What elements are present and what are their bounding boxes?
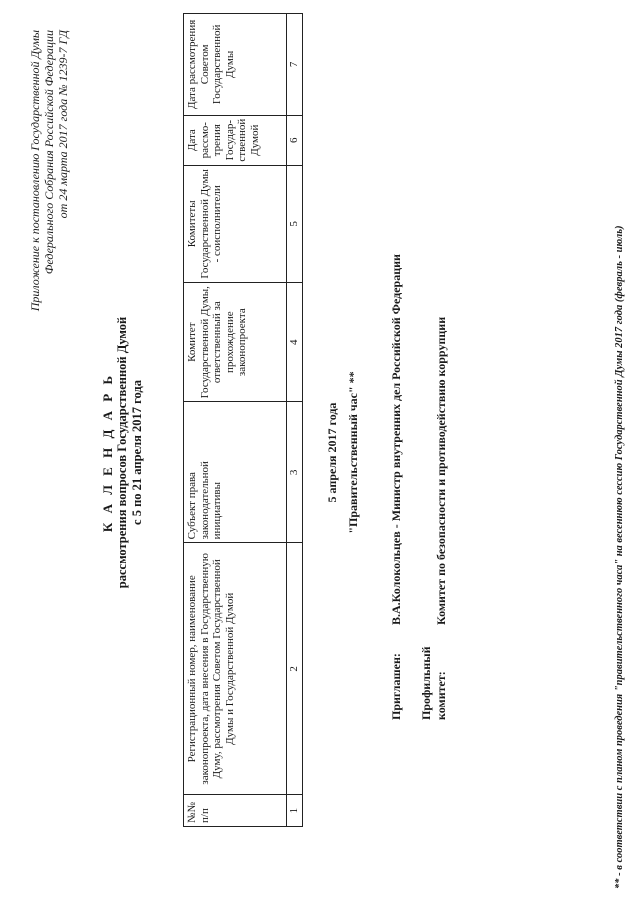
column-number: 5	[287, 165, 303, 282]
column-number: 6	[287, 115, 303, 165]
appendix-note	[28, 30, 70, 311]
column-number: 1	[287, 795, 303, 827]
title-subtitle-2: с 5 по 21 апреля 2017 года	[130, 380, 144, 525]
table-number-row	[287, 14, 303, 827]
committee-value: Комитет по безопасности и противодействию коррупции	[434, 316, 448, 625]
invited-line	[389, 254, 404, 720]
committee-line	[419, 317, 449, 720]
header-registration: Регистрационный номер, наименование законопроекта, дата внесения в Государственную Думу, рассмотрения Советом Государственной Думы и Государственной Думой	[184, 543, 287, 795]
header-responsible-committee: Комитет Государственной Думы, ответственный за прохождение законопроекта	[184, 283, 287, 402]
session-heading: "Правительственный час" **	[346, 371, 360, 534]
appendix-line-3: от 24 марта 2017 года № 1239-7 ГД	[56, 30, 70, 219]
date-heading: 5 апреля 2017 года	[325, 402, 339, 503]
appendix-line-2: Федерального Собрания Российской Федерации	[42, 30, 56, 275]
header-council-date: Дата рассмотрения Советом Государственной Думы	[184, 14, 287, 116]
invited-label: Приглашен:	[389, 653, 403, 720]
title-main: К А Л Е Н Д А Р Ь	[100, 372, 115, 533]
header-initiative-subject: Субъект права законодательной инициативы	[184, 402, 287, 543]
column-number: 4	[287, 283, 303, 402]
column-number: 7	[287, 14, 303, 116]
table-header-row	[184, 14, 287, 827]
title-subtitle-1: рассмотрения вопросов Государственной Думой	[115, 316, 129, 589]
committee-label: Профильный комитет:	[419, 646, 448, 720]
column-number: 3	[287, 402, 303, 543]
header-number: №№ п/п	[184, 795, 287, 827]
header-duma-date: Дата рассмо-трения Государ-ственной Думой	[184, 115, 287, 165]
invited-value: В.А.Колокольцев - Министр внутренних дел Российской Федерации	[389, 254, 403, 625]
header-co-committees: Комитеты Государственной Думы - соисполнители	[184, 165, 287, 282]
footnote: ** - в соответствии с планом проведения "правительственного часа" на весеннюю сессию Государственной Думы 2017 года (февраль - июль)	[614, 225, 625, 889]
document-title	[100, 0, 145, 905]
calendar-table	[183, 13, 303, 827]
column-number: 2	[287, 543, 303, 795]
appendix-line-1: Приложение к постановлению Государственной Думы	[28, 30, 42, 312]
